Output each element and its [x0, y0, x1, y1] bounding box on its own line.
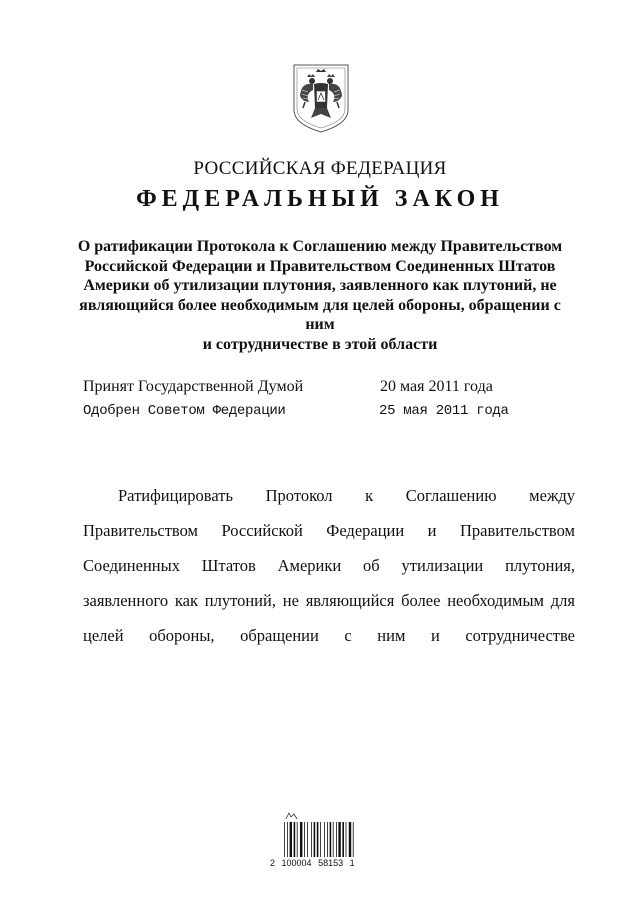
barcode-digit-group: 1	[349, 858, 355, 868]
law-title-line: являющийся более необходимым для целей обороны, обращении с ним	[79, 296, 561, 333]
barcode-digit-group: 100004	[281, 858, 312, 868]
country-name: РОССИЙСКАЯ ФЕДЕРАЦИЯ	[193, 158, 447, 179]
barcode-icon	[283, 822, 355, 857]
law-title-line: Российской Федерации и Правительством Соединенных Штатов	[84, 257, 556, 275]
law-title	[70, 237, 570, 354]
barcode-number	[270, 858, 400, 868]
barcode-digit-group: 2	[270, 858, 276, 868]
barcode-mark-icon	[285, 812, 299, 820]
law-title-line: и сотрудничестве в этой области	[202, 335, 438, 353]
law-title-line: Америки об утилизации плутония, заявленного как плутоний, не	[83, 277, 557, 294]
barcode-digit-group: 58153	[318, 858, 344, 868]
law-title-line: О ратификации Протокола к Соглашению между Правительством	[77, 238, 563, 255]
document-type-heading: ФЕДЕРАЛЬНЫЙ ЗАКОН	[136, 186, 504, 212]
adoption-label: Принят Государственной Думой	[83, 378, 304, 395]
coat-of-arms-icon	[291, 62, 351, 134]
adoption-date: 20 мая 2011 года	[380, 378, 493, 395]
adoption-label: Одобрен Советом Федерации	[83, 403, 286, 419]
law-body-text: Ратифицировать Протокол к Соглашению между Правительством Российской Федерации и Правительством Соединенных Штатов Америки об утилизации плутония, заявленного как плутоний, не являющийся более необходимым для целей обороны, обращении с ним и сотрудничестве	[83, 486, 575, 645]
adoption-date: 25 мая 2011 года	[379, 403, 509, 419]
